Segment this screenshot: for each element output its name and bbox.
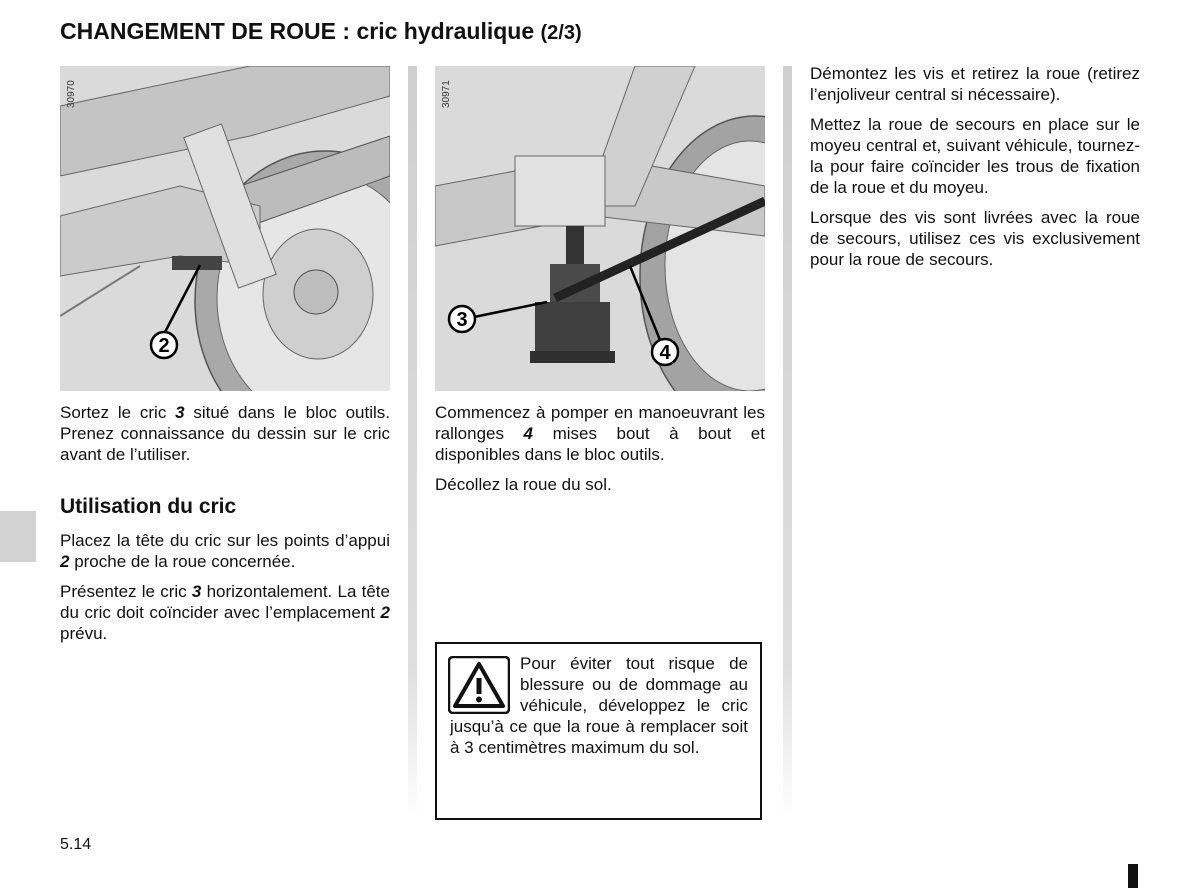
- paragraph: Sortez le cric 3 situé dans le bloc outils. Prenez connaissance du dessin sur le cric avant de l’utiliser.: [60, 403, 390, 464]
- paragraph: Démontez les vis et retirez la roue (retirez l’enjoliveur central si nécessaire).: [810, 64, 1140, 104]
- callout-layer: [60, 66, 390, 391]
- callout-2-label: 2: [158, 335, 170, 357]
- page-title: [60, 18, 582, 45]
- warning-text: Pour éviter tout risque de blessure ou de dommage au véhicule, développez le cric jusqu’à ce que la roue à remplacer soit à 3 centimètres maximum du sol.: [450, 654, 748, 757]
- section-title: Utilisation du cric: [60, 495, 237, 518]
- figure-code: 30970: [66, 80, 77, 108]
- column-divider-1: [408, 66, 417, 818]
- column2-body: [435, 402, 765, 504]
- figure-jack-position: [60, 66, 390, 391]
- chapter-tab: [0, 511, 36, 562]
- title-main: CHANGEMENT DE ROUE : cric hydraulique: [60, 18, 535, 44]
- column1-body: [60, 530, 390, 653]
- figure-code: 30971: [441, 80, 452, 108]
- paragraph: Décollez la roue du sol.: [435, 475, 612, 494]
- figure-jack-pumping: [435, 66, 765, 391]
- page-number: 5.14: [60, 836, 92, 853]
- callout-layer: [435, 66, 765, 391]
- warning-box: [435, 642, 762, 820]
- column1-intro: [60, 402, 390, 474]
- paragraph: Lorsque des vis sont livrées avec la roue de secours, utilisez ces vis exclusivement pour la roue de secours.: [810, 208, 1140, 269]
- callout-3-label: 3: [456, 309, 468, 331]
- corner-mark: [1128, 864, 1138, 888]
- column3-body: [810, 63, 1140, 279]
- paragraph: Placez la tête du cric sur les points d’appui 2 proche de la roue concernée.: [60, 531, 390, 571]
- paragraph: Mettez la roue de secours en place sur le moyeu central et, suivant véhicule, tournez-la pour faire coïncider les trous de fixation de la roue et du moyeu.: [810, 115, 1140, 197]
- paragraph: Présentez le cric 3 horizontalement. La tête du cric doit coïncider avec l’emplacement 2 prévu.: [60, 582, 390, 643]
- paragraph: Commencez à pomper en manoeuvrant les rallonges 4 mises bout à bout et disponibles dans le bloc outils.: [435, 403, 765, 464]
- column-divider-2: [783, 66, 792, 818]
- callout-4-label: 4: [659, 342, 671, 364]
- title-page-indicator: (2/3): [540, 22, 582, 44]
